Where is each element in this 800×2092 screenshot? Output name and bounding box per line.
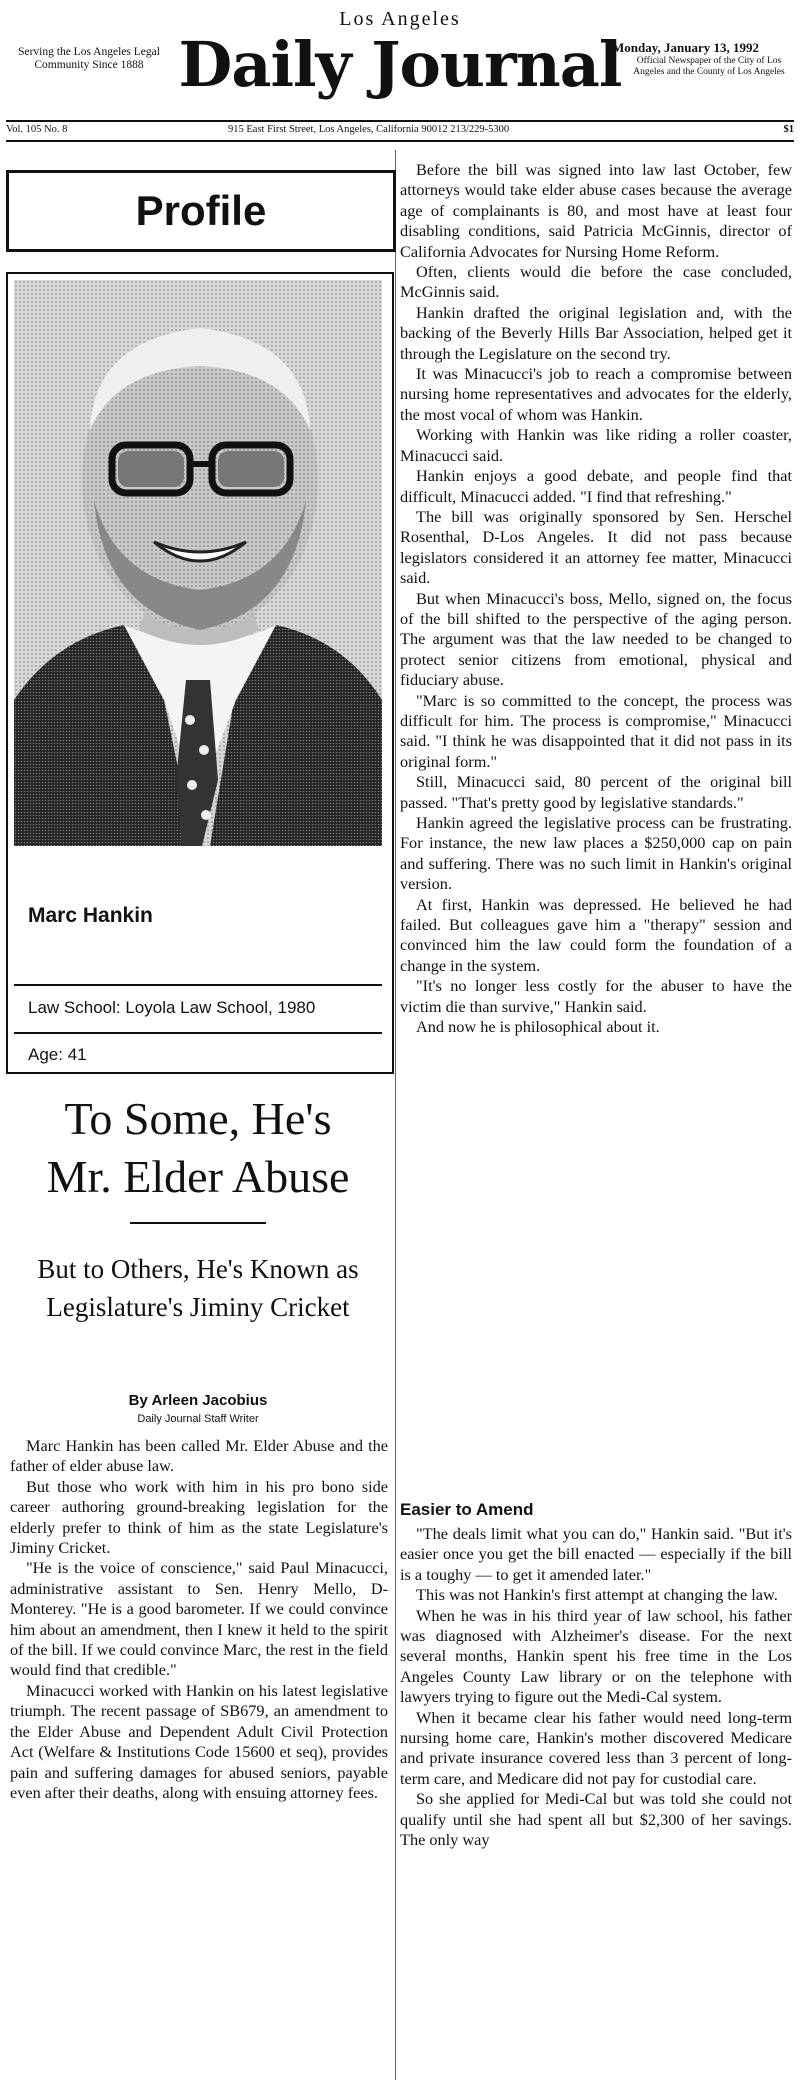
- masthead-city: Los Angeles: [339, 8, 461, 30]
- paragraph: Minacucci worked with Hankin on his latest legislative triumph. The recent passage of SB679, an amendment to the Elder Abuse and Dependent Adult Civil Protection Act (Welfare & Institutions Code 15600 et seq), provides pain and suffering damages for abused seniors, payable even after their deaths, along with ensuing attorney fees.: [10, 1680, 388, 1802]
- paragraph: Hankin enjoys a good debate, and people find that difficult, Minacucci added. "I find that refreshing.": [400, 466, 792, 506]
- paragraph: "He is the voice of conscience," said Paul Minacucci, administrative assistant to Sen. Henry Mello, D-Monterey. "He is a good barometer. If we could convince him about an amendment, then I knew it held to the spirit of the bill. If we could convince Marc, the rest in the field would find that credible.": [10, 1558, 388, 1680]
- byline-role: Daily Journal Staff Writer: [137, 1413, 259, 1425]
- masthead-tagline: Serving the Los Angeles Legal Community Since 1888: [18, 46, 160, 71]
- paragraph: Hankin agreed the legislative process can be frustrating. For instance, the new law places a $250,000 cap on pain and suffering. There was no such limit in Hankin's original version.: [400, 813, 792, 894]
- paragraph: When he was in his third year of law school, his father was diagnosed with Alzheimer's disease. For the next several months, Hankin spent his free time in the Los Angeles County Law library or on the telephone with lawyers trying to figure out the Medi-Cal system.: [400, 1605, 792, 1707]
- card-rule-2: [14, 1032, 382, 1034]
- masthead-date: Monday, January 13, 1992: [612, 40, 759, 55]
- paragraph: Hankin drafted the original legislation and, with the backing of the Beverly Hills Bar Association, helped get it through the Legislature on the second try.: [400, 302, 792, 363]
- paragraph: It was Minacucci's job to reach a compromise between nursing home representatives and advocates for the elderly, the most vocal of whom was Hankin.: [400, 364, 792, 424]
- paragraph: Working with Hankin was like riding a roller coaster, Minacucci said.: [400, 425, 792, 465]
- profile-name: Marc Hankin: [28, 904, 153, 927]
- column-divider: [395, 150, 396, 2080]
- card-rule-1: [14, 984, 382, 986]
- headline-line-2: Mr. Elder Abuse: [46, 1151, 350, 1202]
- price: $1: [783, 124, 794, 135]
- paragraph: But those who work with him in his pro bono side career authoring ground-breaking legislation for the elderly prefer to think of him as the state Legislature's Jiminy Cricket.: [10, 1476, 388, 1558]
- byline: By Arleen Jacobius: [128, 1392, 268, 1409]
- paragraph: "The deals limit what you can do," Hankin said. "But it's easier once you get the bill enacted — especially if the bill is a toughy — to get it amended later.": [400, 1524, 792, 1584]
- profile-age: Age: 41: [28, 1045, 87, 1064]
- subhead: [6, 1250, 390, 1326]
- portrait-photo: [14, 280, 382, 846]
- headline-rule: [130, 1222, 266, 1224]
- paragraph: At first, Hankin was depressed. He believed he had failed. But colleagues gave him a "therapy" session and convinced him the law could form the foundation of a change in the system.: [400, 894, 792, 975]
- masthead-rule-bottom: [6, 140, 794, 142]
- paragraph: Before the bill was signed into law last October, few attorneys would take elder abuse cases because the average age of complainants is 80, and most have at least four disabling conditions, said Patricia McGinnis, director of California Advocates for Nursing Home Reform.: [400, 160, 792, 261]
- paragraph: When it became clear his father would need long-term nursing home care, Hankin's mother discovered Medicare and private insurance covered less than 3 percent of long-term care, and Medicare did not pay for custodial care.: [400, 1707, 792, 1788]
- volume: Vol. 105 No. 8: [6, 124, 68, 135]
- right-column-body-2: [400, 1524, 792, 1851]
- paragraph: So she applied for Medi-Cal but was told she could not qualify until she had spent all but $2,300 of her savings. The only way: [400, 1789, 792, 1850]
- headline: [6, 1090, 390, 1206]
- paragraph: Often, clients would die before the case concluded, McGinnis said.: [400, 262, 792, 302]
- paragraph: This was not Hankin's first attempt at changing the law.: [416, 1585, 778, 1605]
- masthead-right: [612, 40, 788, 78]
- paragraph: But when Minacucci's boss, Mello, signed on, the focus of the bill shifted to the perspective of the aging person. The argument was that the law needed to be changed to protect senior citizens from emotional, physical and fiduciary abuse.: [400, 588, 792, 690]
- paragraph: The bill was originally sponsored by Sen. Herschel Rosenthal, D-Los Angeles. It did not pass because legislators considered it an attorney fee matter, Minacucci said.: [400, 506, 792, 588]
- right-column-body: [400, 160, 792, 1037]
- subhead-line-1: But to Others, He's Known as: [37, 1254, 359, 1284]
- masthead-infobar: [6, 124, 794, 135]
- paragraph: "It's no longer less costly for the abuser to have the victim die than survive," Hankin said.: [400, 976, 792, 1016]
- headline-line-1: To Some, He's: [64, 1093, 332, 1144]
- masthead-title: Daily Journal: [178, 28, 622, 101]
- profile-label-box: [6, 170, 396, 252]
- paragraph: Still, Minacucci said, 80 percent of the original bill passed. "That's pretty good by legislative standards.": [400, 772, 792, 812]
- address: 915 East First Street, Los Angeles, California 90012 213/229-5300: [228, 124, 510, 135]
- paragraph: Marc Hankin has been called Mr. Elder Abuse and the father of elder abuse law.: [10, 1436, 388, 1476]
- masthead-official-note: Official Newspaper of the City of Los Angeles and the County of Los Angeles: [633, 56, 785, 77]
- profile-law-school: Law School: Loyola Law School, 1980: [28, 998, 316, 1017]
- paragraph: And now he is philosophical about it.: [416, 1017, 660, 1037]
- paragraph: "Marc is so committed to the concept, the process was difficult for him. The process is compromise," Minacucci said. "I think he was disappointed that it did not pass in its original form.": [400, 690, 792, 771]
- left-column-body: [10, 1436, 388, 1803]
- section-heading: Easier to Amend: [400, 1500, 534, 1519]
- profile-label: Profile: [135, 187, 267, 234]
- subhead-line-2: Legislature's Jiminy Cricket: [46, 1292, 350, 1322]
- masthead-rule-top: [6, 120, 794, 122]
